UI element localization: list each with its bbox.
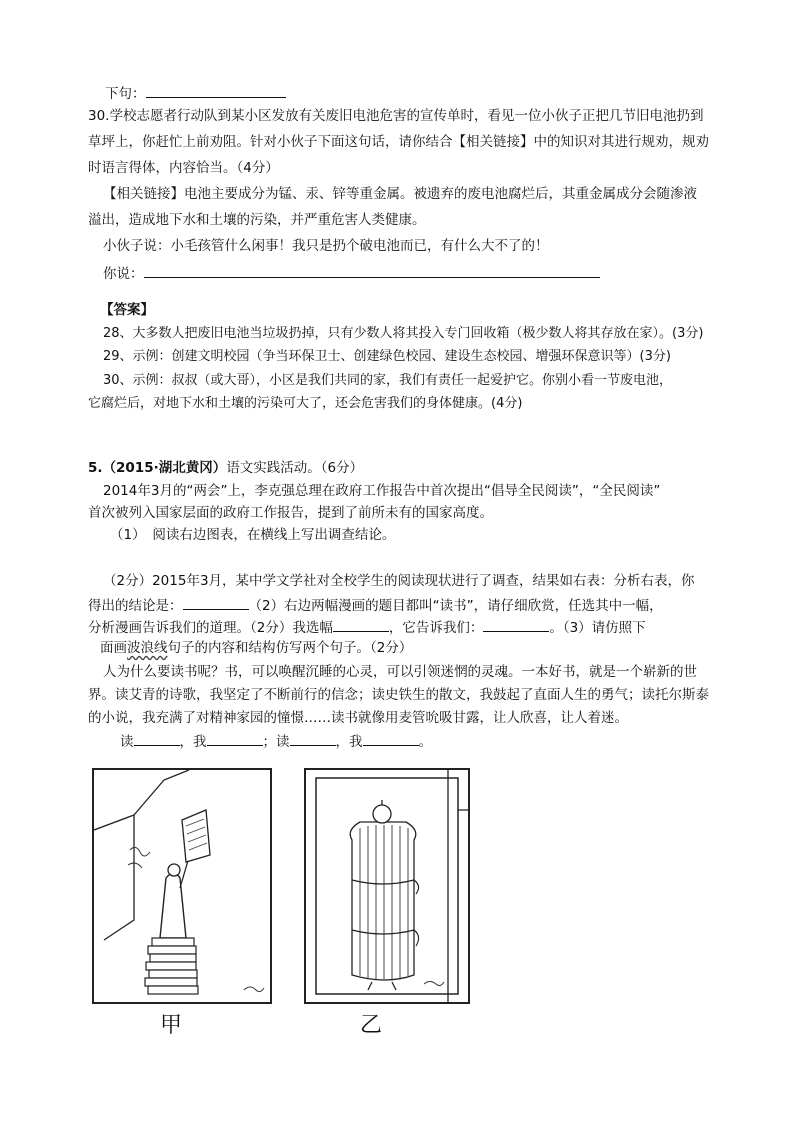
reading-line-3: 的小说，我充满了对精神家园的憧憬……读书就像用麦管吮吸甘露，让人欣喜，让人着迷。 [88, 710, 628, 726]
q5-intro-1: 2014年3月的“两会”上，李克强总理在政府工作报告中首次提出“倡导全民阅读”，“全民阅读” [103, 483, 661, 499]
next-line-label: 下句： [105, 86, 146, 102]
cartoon-yi-drawing [306, 770, 468, 1002]
imitate-prefix: 面画 [100, 640, 127, 656]
cartoon-jia-drawing [94, 770, 270, 1002]
reading-line-1: 人为什么要读书呢？书，可以唤醒沉睡的心灵，可以引领迷惘的灵魂。一本好书，就是一个崭新的世 [103, 664, 697, 680]
lesson-blank[interactable] [483, 616, 549, 632]
fill-end: 。 [418, 734, 432, 750]
reading-line-2: 界。读艾青的诗歌，我坚定了不断前行的信念；读史铁生的散文，我鼓起了直面人生的勇气；读托尔斯泰 [88, 687, 709, 703]
q30-line-1: 30.学校志愿者行动队到某小区发放有关废旧电池危害的宣传单时，看见一位小伙子正把几节旧电池扔到 [88, 108, 704, 124]
answer-blank[interactable] [146, 82, 286, 98]
fill-blank-2[interactable] [207, 730, 263, 746]
answer-29: 29、示例：创建文明校园（争当环保卫士、创建绿色校园、建设生态校园、增强环保意识等）(3分) [103, 349, 671, 364]
q29-next-line [105, 82, 286, 104]
cartoon-jia-caption: 甲 [160, 1013, 183, 1038]
cartoon-yi [304, 768, 470, 1004]
cartoon-choice-blank[interactable] [333, 616, 389, 632]
fill-i-2: ，我 [335, 734, 363, 750]
fill-read-2: ；读 [262, 734, 290, 750]
answer-30-line-2: 它腐烂后，对地下水和土壤的污染可大了，还会危害我们的身体健康。(4分) [88, 396, 523, 411]
answer-heading: 【答案】 [100, 302, 154, 318]
imitate-instruction: 句子的内容和结构仿写两个句子。（2分） [167, 640, 413, 656]
fill-i-1: ，我 [179, 734, 207, 750]
fill-blank-4[interactable] [363, 730, 419, 746]
q30-line-2: 草坪上，你赶忙上前劝阻。针对小伙子下面这句话，请你结合【相关链接】中的知识对其进行规劝，规劝 [88, 134, 709, 150]
related-link-2: 溢出，造成地下水和土壤的污染，并严重危害人类健康。 [88, 212, 426, 228]
tells-us-label: ，它告诉我们： [388, 620, 484, 636]
q5-para-3 [100, 638, 412, 658]
q5-para-2 [88, 616, 646, 638]
conclusion-blank[interactable] [183, 594, 249, 610]
youth-says: 小伙子说：小毛孩管什么闲事！我只是扔个破电池而已，有什么大不了的！ [103, 238, 549, 254]
related-link-1: 【相关链接】电池主要成分为锰、汞、锌等重金属。被遗弃的废电池腐烂后，其重金属成分会随渗液 [103, 186, 697, 202]
choose-cartoon-label: 分析漫画告诉我们的道理。（2分）我选幅 [88, 620, 333, 636]
q5-sub-1: （1） 阅读右边图表，在横线上写出调查结论。 [110, 527, 396, 543]
you-say-label: 你说： [103, 266, 144, 282]
fill-blank-1[interactable] [134, 730, 180, 746]
you-say-line [103, 262, 600, 284]
answer-blank[interactable] [144, 262, 600, 278]
wavy-line-word: 波浪线 [127, 640, 168, 656]
q5-title-rest: 语文实践活动。（6分） [226, 460, 364, 476]
conclusion-label: 得出的结论是： [88, 598, 183, 614]
cartoon-jia [92, 768, 272, 1004]
q5-sub-3: 。（3）请仿照下 [549, 620, 646, 636]
imitation-fill-line [120, 730, 432, 752]
q5-para-1a: （2分）2015年3月，某中学文学社对全校学生的阅读现状进行了调查，结果如右表：分析右表，你 [103, 573, 695, 589]
q5-para-1b [88, 594, 663, 616]
q5-intro-2: 首次被列入国家层面的政府工作报告，提到了前所未有的国家高度。 [88, 505, 493, 521]
q5-title [88, 458, 363, 478]
q30-line-3: 时语言得体，内容恰当。（4分） [88, 160, 279, 176]
q5-sub-2: （2）右边两幅漫画的题目都叫“读书”，请仔细欣赏，任选其中一幅， [248, 598, 663, 614]
answer-28: 28、大多数人把废旧电池当垃圾扔掉，只有少数人将其投入专门回收箱（极少数人将其存放在家）。(3分) [103, 326, 704, 341]
fill-read-1: 读 [120, 734, 134, 750]
q5-source: 5.（2015·湖北黄冈） [88, 460, 227, 476]
fill-blank-3[interactable] [290, 730, 336, 746]
cartoon-yi-caption: 乙 [360, 1013, 383, 1038]
answer-30-line-1: 30、示例：叔叔（或大哥），小区是我们共同的家，我们有责任一起爱护它。你别小看一节废电池， [103, 373, 673, 388]
